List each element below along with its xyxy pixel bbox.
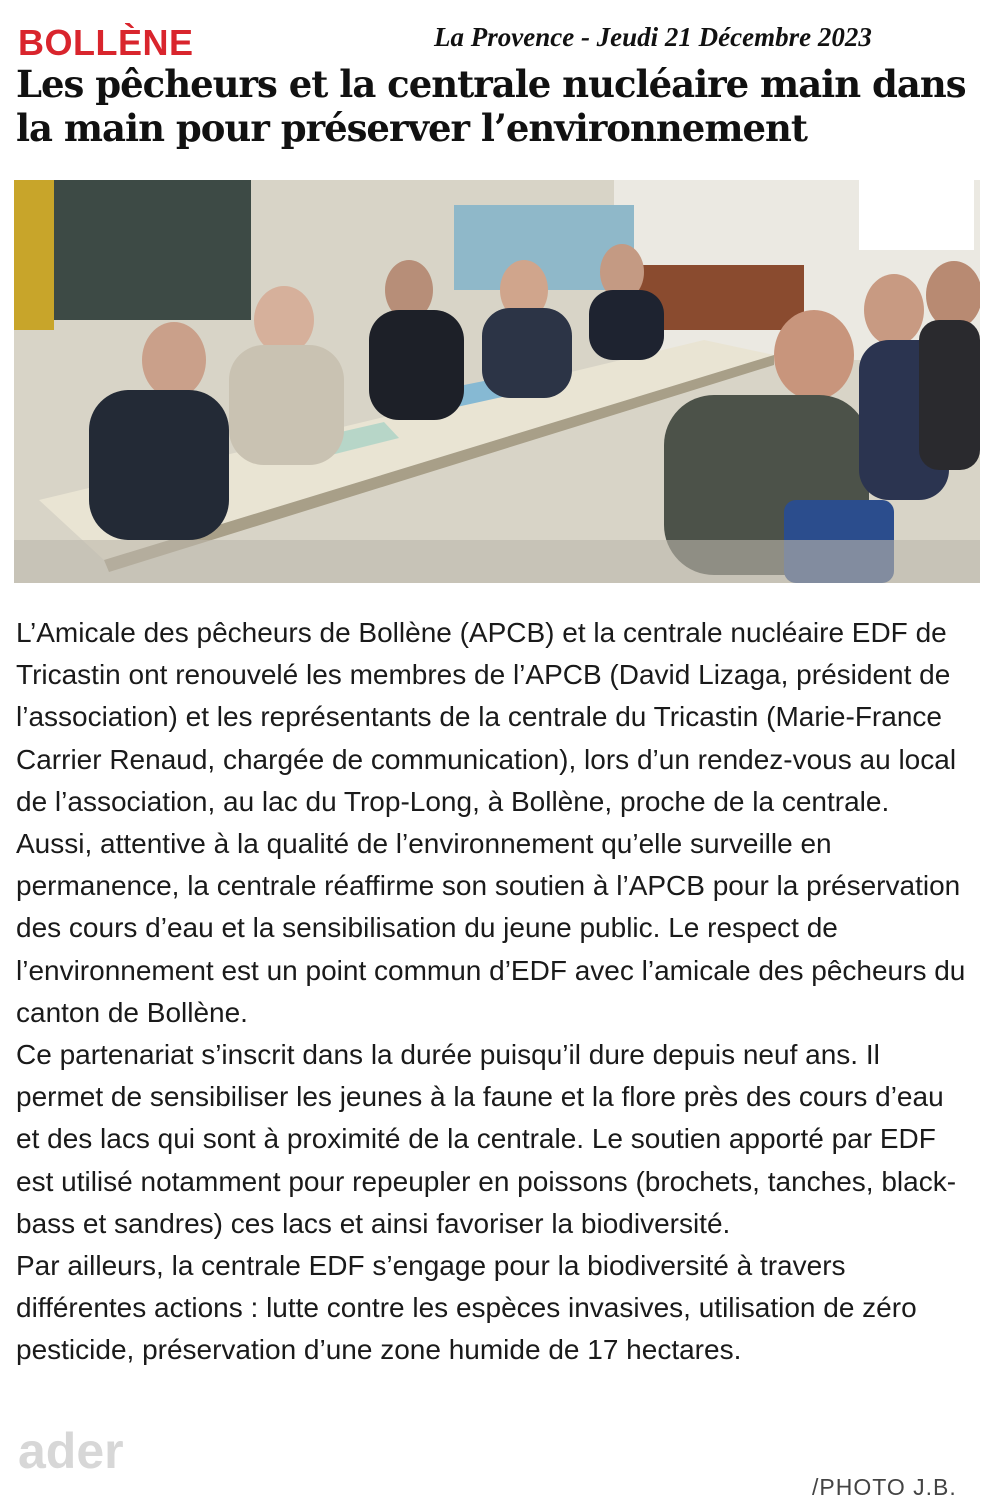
paragraph-1: L’Amicale des pêcheurs de Bollène (APCB) et la centrale nucléaire EDF de Tricastin ont renouvelé les membres de l’APCB (David Lizaga, président de l’association) et les représentants de la centrale du Tricastin (Marie-France Carrier Renaud, chargée de communication), lors d’un rendez-vous au local de l’association, au lac du Trop-Long, à Bollène, proche de la centrale. Aussi, attentive à la qualité de l’environnement qu’elle surveille en permanence, la centrale réaffirme son soutien à l’APCB pour la préservation des cours d’eau et la sensibilisation du jeune public. Le respect de l’environnement est un point commun d’EDF avec l’amicale des pêcheurs du canton de Bollène. [16, 617, 966, 1028]
paragraph-2: Ce partenariat s’inscrit dans la durée puisqu’il dure depuis neuf ans. Il permet de sensibiliser les jeunes à la faune et la flore près des cours d’eau et des lacs qui sont à proximité de la centrale. Le soutien apporté par EDF est utilisé notamment pour repeupler en poissons (brochets, tanches, black-bass et sandres) ces lacs et ainsi favoriser la biodiversité. [16, 1039, 957, 1239]
section-kicker: BOLLÈNE [18, 22, 194, 63]
article-body [16, 612, 971, 1372]
watermark-text: ader [18, 1423, 124, 1479]
paragraph-3: Par ailleurs, la centrale EDF s’engage pour la biodiversité à travers différentes actions : lutte contre les espèces invasives, utilisation de zéro pesticide, préservation d’une zone humide de 17 hectares. [16, 1250, 917, 1366]
article-headline: Les pêcheurs et la centrale nucléaire main dans la main pour préserver l’environnement [16, 62, 966, 150]
publication-source: La Provence - Jeudi 21 Décembre 2023 [434, 22, 872, 52]
meeting-photo-illustration [14, 180, 980, 583]
article-photo [14, 180, 980, 583]
photo-credit: /PHOTO J.B. [812, 1474, 957, 1500]
